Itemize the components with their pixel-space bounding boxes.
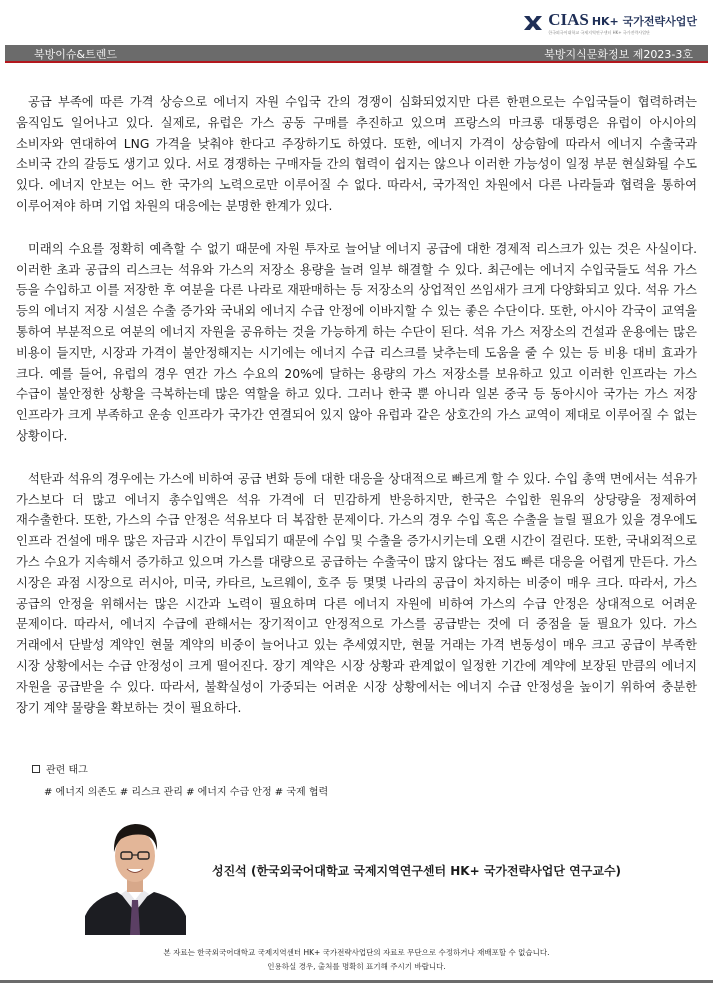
related-tags <box>32 761 328 798</box>
section-label: 북방이슈&트렌드 <box>34 48 117 61</box>
footer-line-1: 본 자료는 한국외국어대학교 국제지역센터 HK+ 국가전략사업단의 자료로 무단으로 수정하거나 재배포할 수 없습니다. <box>163 948 550 957</box>
footer-line-2: 인용하실 경우, 출처를 명확히 표기해 주시기 바랍니다. <box>267 962 446 971</box>
paragraph: 미래의 수요를 정확히 예측할 수 없기 때문에 자원 투자로 늘어날 에너지 공급에 대한 경제적 리스크가 있는 것은 사실이다. 이러한 초과 공급의 리스크는 석유와 가스의 저장소 용량을 늘려 일부 해결할 수 있다. 최근에는 에너지 수입국들도 석유 가스 등을 수입하고 이를 저장한 후 여분을 다른 나라로 재판매하는 등 저장소의 상업적인 쓰임새가 크게 다양화되고 있다. 석유 가스 등의 에너지 저장 시설은 수출 증가와 국내외 에너지 수급 안정에 이바지할 수 있는 좋은 수단이다. 또한, 아시아 각국이 교역을 통하여 부분적으로 여분의 에너지 자원을 공유하는 것을 가능하게 하는 수단이 된다. 석유 가스 저장소의 건설과 운용에는 많은 비용이 들지만, 시장과 가격이 불안정해지는 시기에는 에너지 수급 리스크를 낮추는데 도움을 줄 수 있는 등 비용 대비 효과가 크다. 예를 들어, 유럽의 경우 연간 가스 수요의 20%에 달하는 용량의 가스 저장소를 보유하고 있고 이러한 인프라는 가스 수급이 불안정한 상황을 극복하는데 많은 역할을 하고 있다. 그러나 한국 뿐 아니라 일본 중국 등 동아시아 국가는 가스 저장 인프라가 크게 부족하고 운송 인프라가 국가간 연결되어 있지 않아 유럽과 같은 상호간의 가스 교역이 제대로 이루어질 수 없는 상황이다. <box>16 241 697 443</box>
logo-brand: CIAS <box>548 10 589 29</box>
publication-label: 북방지식문화정보 제2023-3호 <box>544 48 693 61</box>
paragraph: 석탄과 석유의 경우에는 가스에 비하여 공급 변화 등에 대한 대응을 상대적으로 빠르게 할 수 있다. 수입 총액 면에서는 석유가 가스보다 더 많고 에너지 총수입액은 석유 가격에 더 민감하게 반응하지만, 한국은 수입한 원유의 상당량을 정제하여 재수출한다. 또한, 가스의 수급 안정은 석유보다 더 복잡한 문제이다. 가스의 경우 수입 혹은 수출을 늘릴 필요가 있을 경우에도 인프라 건설에 매우 많은 자금과 시간이 투입되기 때문에 수입 및 수출을 증가시키는데 오랜 시간이 걸린다. 또한, 국내외적으로 가스 수요가 지속해서 증가하고 있으며 가스를 대량으로 공급하는 수출국이 많지 않다는 점도 빠른 대응을 어렵게 만든다. 가스 시장은 과점 시장으로 러시아, 미국, 카타르, 노르웨이, 호주 등 몇몇 나라의 공급이 차지하는 비중이 매우 크다. 따라서, 가스 공급의 안정을 위해서는 많은 시간과 노력이 필요하며 다른 에너지 자원에 비하여 가스의 수급 안정은 상대적으로 어려운 문제이다. 따라서, 에너지 수급에 관해서는 장기적이고 안정적으로 가스를 공급받는 것에 더 중점을 둘 필요가 있다. 가스 거래에서 단발성 계약인 현물 계약의 비중이 늘어나고 있는 추세였지만, 현물 거래는 가격 변동성이 매우 크고 공급이 부족한 시장 상황에서는 수급 안정성이 크게 떨어진다. 장기 계약은 시장 상황과 관계없이 일정한 기간에 계약에 보장된 만큼의 에너지 자원을 공급받을 수 있다. 따라서, 불확실성이 가중되는 어려운 시장 상황에서는 에너지 수급 안정성을 높이기 위하여 충분한 장기 계약 물량을 확보하는 것이 필요하다. <box>16 471 697 715</box>
tags-list: # 에너지 의존도 # 리스크 관리 # 에너지 수급 안정 # 국제 협력 <box>44 787 329 798</box>
tags-title-text: 관련 태그 <box>46 765 88 776</box>
checkbox-square-icon <box>32 765 40 773</box>
article-body <box>16 92 697 740</box>
logo-name: HK+ 국가전략사업단 <box>591 15 697 28</box>
paragraph: 공급 부족에 따른 가격 상승으로 에너지 자원 수입국 간의 경쟁이 심화되었지만 다른 한편으로는 수입국들이 협력하려는 움직임도 일어나고 있다. 실제로, 유럽은 가스 공동 구매를 추진하고 있으며 프랑스의 마크롱 대통령은 유럽이 아시아의 소비자와 연대하여 LNG 가격을 낮춰야 한다고 주장하기도 하였다. 또한, 에너지 가격이 상승함에 따라서 에너지 수출국과 소비국 간의 갈등도 생기고 있다. 서로 경쟁하는 구매자들 간의 협력이 쉽지는 않으나 이러한 가능성이 일정 부문 현실화될 수도 있다. 에너지 안보는 어느 한 국가의 노력으로만 이루어질 수 없다. 따라서, 국가적인 차원에서 다른 나라들과 협력을 통하여 이루어져야 하며 기업 차원의 대응에는 분명한 한계가 있다. <box>16 95 697 213</box>
tags-title <box>32 761 328 776</box>
cias-logo-icon <box>522 12 544 34</box>
logo-subtitle: 한국외국어대학교 국제지역연구센터 HK+ 국가전략사업단 <box>548 30 650 35</box>
logo <box>522 10 697 35</box>
author-credit: 성진석 (한국외국어대학교 국제지역연구센터 HK+ 국가전략사업단 연구교수) <box>212 864 622 878</box>
bottom-rule <box>0 980 713 983</box>
footer-notice <box>0 946 713 974</box>
author-photo <box>85 808 186 935</box>
header-bar <box>5 45 708 63</box>
